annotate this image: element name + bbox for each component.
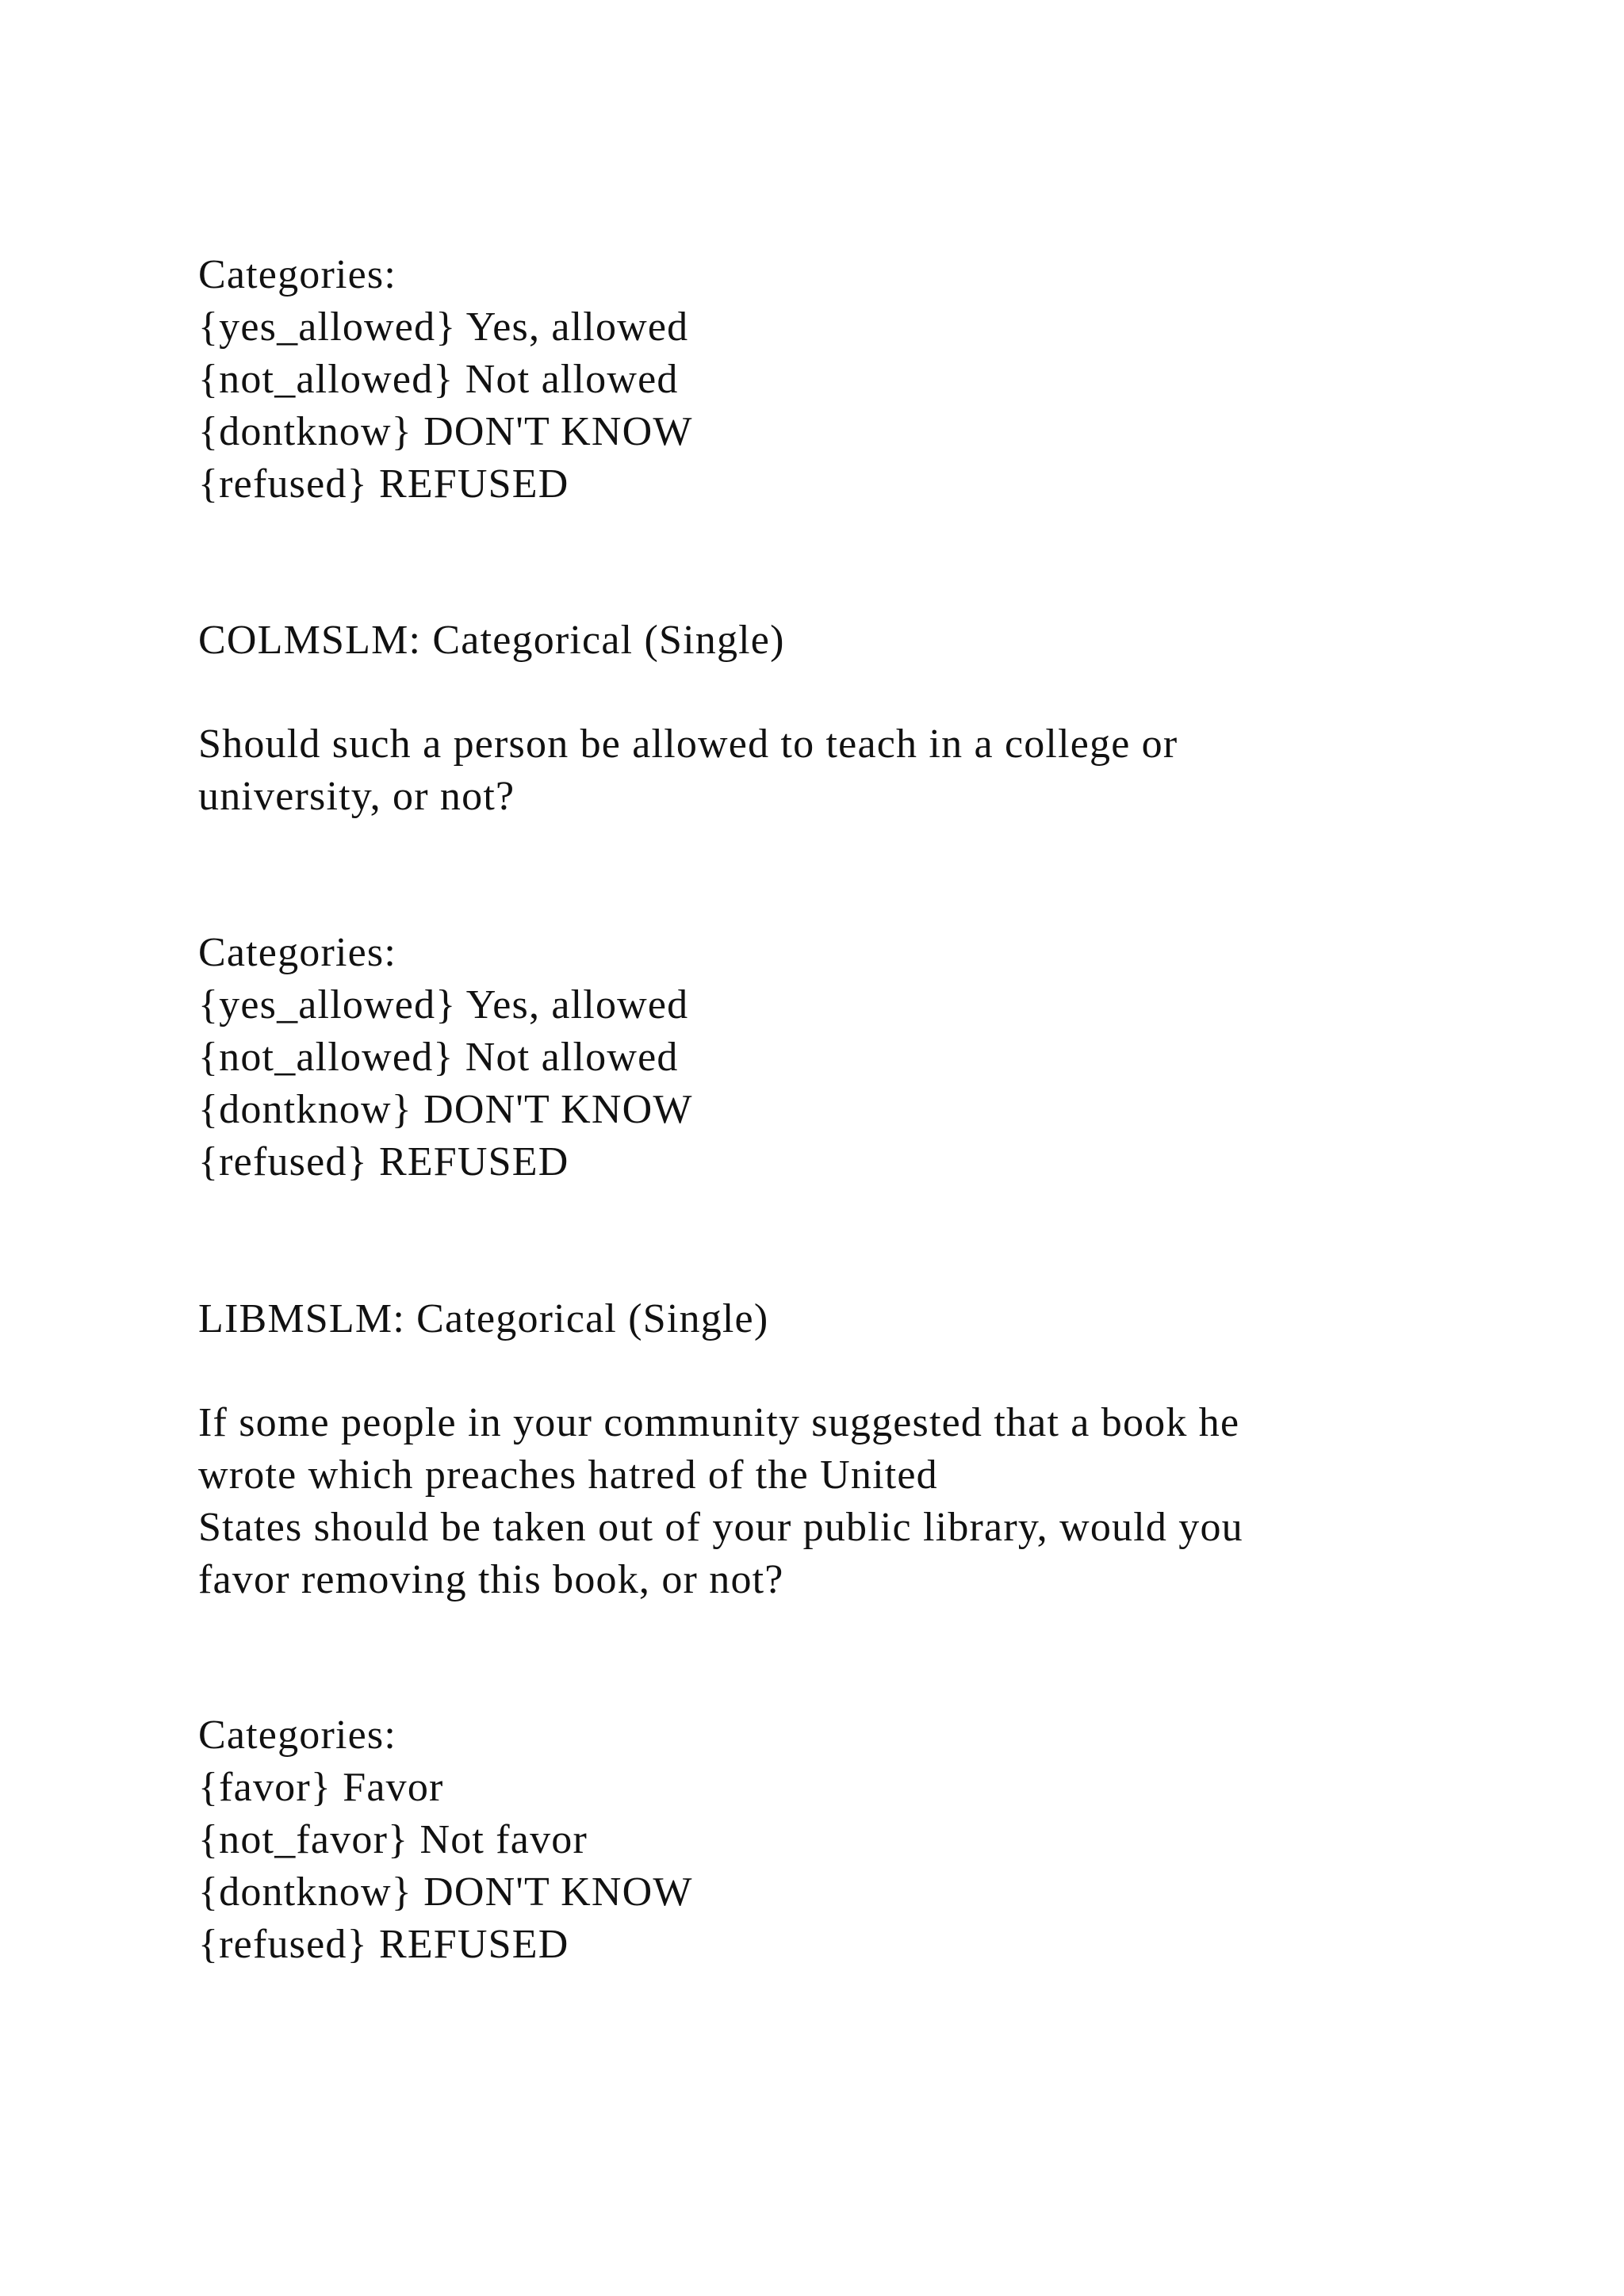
question-text-line: States should be taken out of your public library, would you [198, 1505, 1243, 1550]
question-title: LIBMSLM: Categorical (Single) [198, 1296, 769, 1341]
libmslm-question [198, 1397, 1435, 1606]
libmslm-section [198, 1293, 1435, 1345]
category-option: {dontknow} DON'T KNOW [198, 1869, 693, 1915]
category-option: {favor} Favor [198, 1765, 444, 1810]
colmslm-categories-block [198, 927, 1435, 1188]
category-option: {not_favor} Not favor [198, 1817, 588, 1862]
question-text-line: favor removing this book, or not? [198, 1557, 784, 1602]
category-option: {not_allowed} Not allowed [198, 357, 679, 402]
libmslm-categories-block [198, 1709, 1435, 1971]
question-title: COLMSLM: Categorical (Single) [198, 618, 785, 663]
category-option: {refused} REFUSED [198, 1139, 569, 1184]
category-option: {refused} REFUSED [198, 461, 569, 507]
category-option: {refused} REFUSED [198, 1922, 569, 1967]
colmslm-section [198, 614, 1435, 667]
categories-heading: Categories: [198, 1712, 397, 1758]
category-option: {yes_allowed} Yes, allowed [198, 982, 689, 1027]
category-option: {dontknow} DON'T KNOW [198, 1087, 693, 1132]
categories-heading: Categories: [198, 930, 397, 975]
categories-heading: Categories: [198, 252, 397, 297]
question-text-line: Should such a person be allowed to teach in a college or [198, 721, 1178, 767]
question-text-line: wrote which preaches hatred of the United [198, 1452, 938, 1498]
top-categories-block [198, 249, 1435, 511]
colmslm-question [198, 718, 1435, 823]
category-option: {dontknow} DON'T KNOW [198, 409, 693, 454]
category-option: {not_allowed} Not allowed [198, 1035, 679, 1080]
category-option: {yes_allowed} Yes, allowed [198, 304, 689, 350]
question-text-line: If some people in your community suggested that a book he [198, 1400, 1240, 1445]
question-text-line: university, or not? [198, 774, 515, 819]
